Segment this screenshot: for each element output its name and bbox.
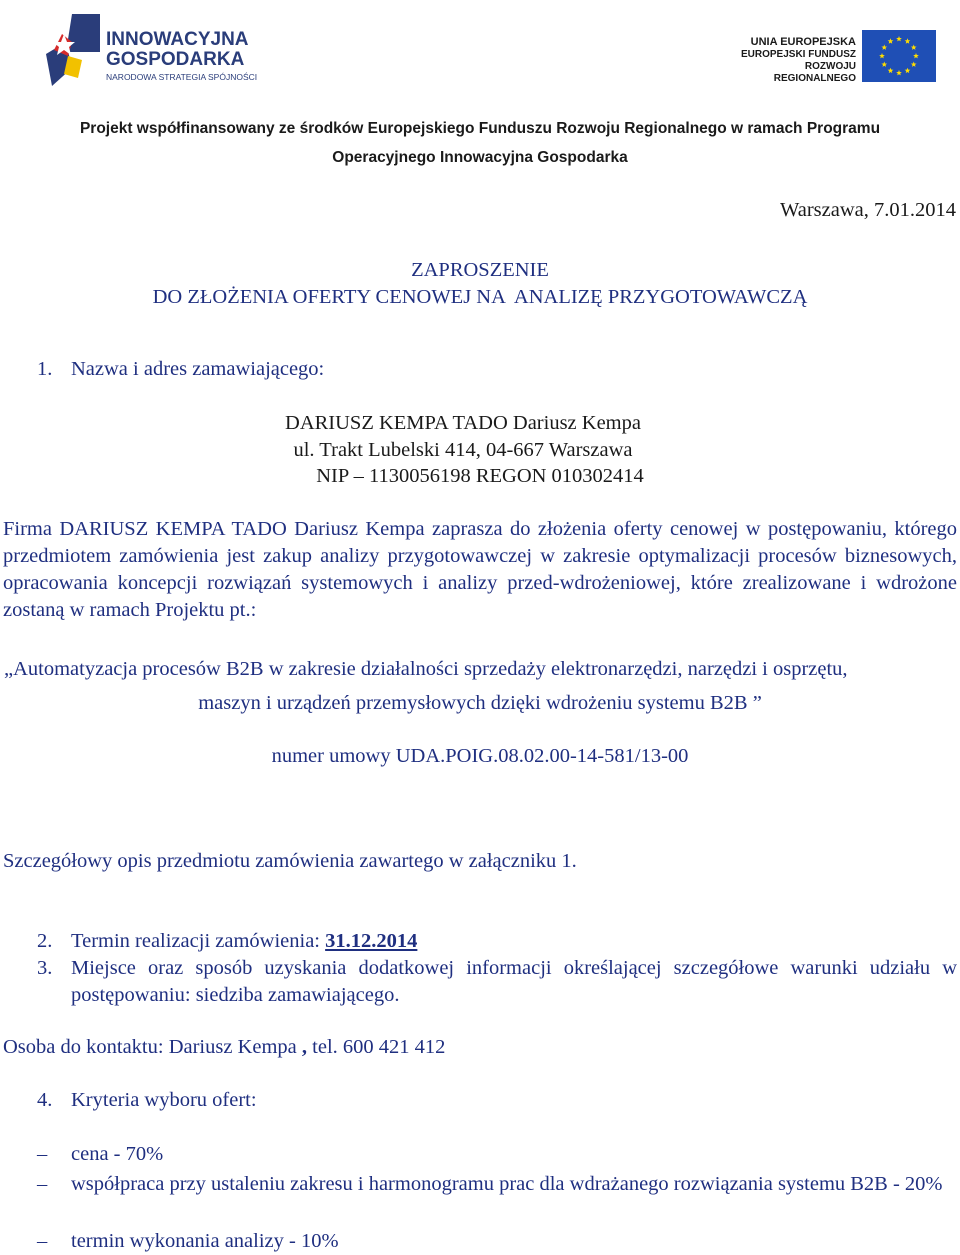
section-2-label: Termin realizacji zamówienia: — [71, 930, 326, 952]
contact-person — [3, 1034, 953, 1061]
logo-line1: INNOWACYJNA — [106, 29, 249, 50]
logo-line3: NARODOWA STRATEGIA SPÓJNOŚCI — [106, 72, 258, 82]
cofinancing-line2: Operacyjnego Innowacyjna Gospodarka — [332, 149, 628, 166]
intro-paragraph: Firma DARIUSZ KEMPA TADO Dariusz Kempa zaprasza do złożenia oferty cenowej w postępowaniu, którego przedmiotem zamówienia jest zakup analizy przygotowawczej w zakresie optymalizacji procesów biznesowych, opracowania koncepcji rozwiązań systemowych i analizy przed-wdrożeniowej, które zrealizowane i wdrożone zostaną w ramach Projektu pt.: — [3, 518, 957, 621]
eu-flag-icon — [862, 30, 936, 82]
section-3-number: 3. — [37, 957, 53, 979]
contract-number: numer umowy UDA.POIG.08.02.00-14-581/13-00 — [271, 745, 689, 767]
logo-line2: GOSPODARKA — [106, 49, 245, 70]
address-line-name: DARIUSZ KEMPA TADO Dariusz Kempa — [285, 412, 641, 434]
contact-phone: tel. 600 421 412 — [312, 1036, 446, 1058]
contact-separator: , — [296, 1036, 313, 1058]
innowacyjna-gospodarka-logo — [42, 12, 272, 88]
star-flag-icon — [42, 12, 104, 88]
eu-line3: ROZWOJU REGIONALNEGO — [773, 61, 856, 84]
section-1-number: 1. — [37, 358, 53, 380]
section-4-heading: Kryteria wyboru ofert: — [71, 1089, 257, 1111]
address-line-street: ul. Trakt Lubelski 414, 04-667 Warszawa — [293, 439, 633, 461]
project-title-line2: maszyn i urządzeń przemysłowych dzięki wdrożeniu systemu B2B ” — [198, 692, 762, 714]
address-line-ids: NIP – 1130056198 REGON 010302414 — [316, 465, 644, 487]
criteria-text: cena - 70% — [71, 1143, 164, 1165]
eu-logo — [728, 30, 938, 82]
section-4-number: 4. — [37, 1089, 53, 1111]
criteria-item — [37, 1141, 957, 1168]
section-2-deadline: 31.12.2014 — [325, 930, 418, 952]
document-date: Warszawa, 7.01.2014 — [780, 199, 956, 221]
eu-line1: UNIA EUROPEJSKA — [750, 36, 856, 48]
eu-line2: EUROPEJSKI FUNDUSZ — [740, 49, 856, 60]
section-3-text: Miejsce oraz sposób uzyskania dodatkowej informacji określającej szczegółowe warunki udziału w postępowaniu: siedziba zamawiającego. — [71, 957, 957, 1006]
document-subtitle: DO ZŁOŻENIA OFERTY CENOWEJ NA ANALIZĘ PRZYGOTOWAWCZĄ — [152, 286, 808, 308]
cofinancing-line1: Projekt współfinansowany ze środków Europejskiego Funduszu Rozwoju Regionalnego w ramach Programu — [79, 120, 881, 137]
section-2-number: 2. — [37, 930, 53, 952]
project-title-line1: „Automatyzacja procesów B2B w zakresie działalności sprzedaży elektronarzędzi, narzędzi i osprzętu, — [4, 658, 848, 680]
section-1-heading: Nazwa i adres zamawiającego: — [71, 358, 325, 380]
criteria-bullet: – — [37, 1230, 48, 1252]
contact-label: Osoba do kontaktu: Dariusz Kempa — [3, 1036, 297, 1058]
criteria-bullet: – — [37, 1143, 48, 1165]
criteria-text: termin wykonania analizy - 10% — [71, 1230, 339, 1252]
criteria-bullet: – — [37, 1173, 48, 1195]
criteria-item — [37, 1228, 957, 1255]
details-note: Szczegółowy opis przedmiotu zamówienia zawartego w załączniku 1. — [3, 850, 577, 872]
criteria-text: współpraca przy ustaleniu zakresu i harmonogramu prac dla wdrażanego rozwiązania systemu B2B - 20% — [71, 1173, 943, 1195]
criteria-item — [37, 1171, 957, 1198]
section-3 — [37, 955, 957, 1009]
document-title: ZAPROSZENIE — [411, 259, 549, 281]
